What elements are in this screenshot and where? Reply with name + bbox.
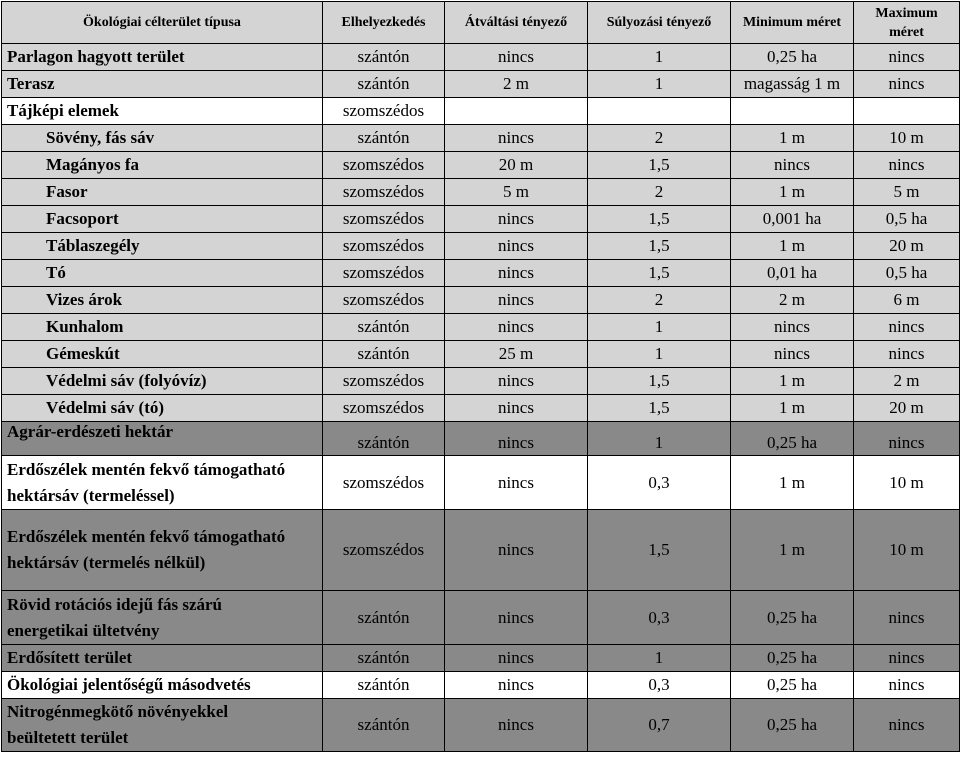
row-min: 1 m: [731, 368, 854, 395]
row-weighting: 0,3: [588, 591, 731, 645]
header-min-size: Minimum méret: [731, 2, 854, 44]
row-weighting: 1,5: [588, 233, 731, 260]
row-max: 2 m: [854, 368, 960, 395]
row-max: [854, 98, 960, 125]
row-min: 0,25 ha: [731, 672, 854, 699]
table-row: [2, 591, 960, 645]
row-location: szomszédos: [323, 98, 445, 125]
table-row: [2, 152, 960, 179]
row-weighting: 1: [588, 341, 731, 368]
row-conversion: [445, 98, 588, 125]
row-location: szántón: [323, 672, 445, 699]
table-row: [2, 44, 960, 71]
row-weighting: 1: [588, 645, 731, 672]
row-conversion: nincs: [445, 591, 588, 645]
table-row: [2, 125, 960, 152]
row-max: nincs: [854, 44, 960, 71]
row-location: szomszédos: [323, 395, 445, 422]
row-weighting: 2: [588, 125, 731, 152]
row-location: szántón: [323, 699, 445, 752]
table-row: [2, 71, 960, 98]
row-max: nincs: [854, 591, 960, 645]
header-row: [2, 2, 960, 44]
table-row: [2, 699, 960, 752]
table-row: [2, 260, 960, 287]
row-max: 0,5 ha: [854, 260, 960, 287]
row-min: 1 m: [731, 395, 854, 422]
row-location: szomszédos: [323, 510, 445, 591]
row-weighting: 1: [588, 44, 731, 71]
row-min: [731, 98, 854, 125]
row-weighting: 1,5: [588, 152, 731, 179]
row-max: nincs: [854, 422, 960, 456]
row-min: 0,25 ha: [731, 645, 854, 672]
row-conversion: nincs: [445, 456, 588, 510]
table-row: [2, 510, 960, 591]
header-location: Elhelyezkedés: [323, 2, 445, 44]
row-min: 0,25 ha: [731, 591, 854, 645]
row-weighting: 1,5: [588, 395, 731, 422]
table-row: [2, 395, 960, 422]
row-max: nincs: [854, 699, 960, 752]
row-name: Fasor: [2, 179, 323, 206]
row-location: szántón: [323, 44, 445, 71]
ecological-focus-area-table: [1, 1, 960, 752]
row-conversion: nincs: [445, 645, 588, 672]
row-weighting: 1,5: [588, 206, 731, 233]
row-conversion: nincs: [445, 260, 588, 287]
row-max: 5 m: [854, 179, 960, 206]
row-name: Táblaszegély: [2, 233, 323, 260]
row-conversion: 2 m: [445, 71, 588, 98]
row-min: nincs: [731, 314, 854, 341]
row-name: Nitrogénmegkötő növényekkel beültetett terület: [2, 699, 323, 752]
table-row: [2, 422, 960, 456]
row-name: Ökológiai jelentőségű másodvetés: [2, 672, 323, 699]
row-min: 1 m: [731, 510, 854, 591]
row-location: szomszédos: [323, 287, 445, 314]
row-location: szomszédos: [323, 368, 445, 395]
row-min: magasság 1 m: [731, 71, 854, 98]
table-row: [2, 645, 960, 672]
row-conversion: nincs: [445, 125, 588, 152]
row-location: szántón: [323, 341, 445, 368]
table-row: [2, 287, 960, 314]
row-max: nincs: [854, 341, 960, 368]
row-conversion: nincs: [445, 233, 588, 260]
row-name: Erdőszélek mentén fekvő támogatható hektársáv (termeléssel): [2, 456, 323, 510]
table-row: [2, 233, 960, 260]
row-min: 1 m: [731, 233, 854, 260]
table-row: [2, 368, 960, 395]
header-type: Ökológiai célterület típusa: [2, 2, 323, 44]
row-conversion: nincs: [445, 699, 588, 752]
row-max: 20 m: [854, 233, 960, 260]
row-min: 0,001 ha: [731, 206, 854, 233]
row-weighting: 0,3: [588, 672, 731, 699]
row-weighting: 1,5: [588, 368, 731, 395]
row-location: szántón: [323, 422, 445, 456]
table-row: [2, 672, 960, 699]
row-conversion: 5 m: [445, 179, 588, 206]
row-max: nincs: [854, 71, 960, 98]
row-weighting: 1,5: [588, 260, 731, 287]
row-max: nincs: [854, 672, 960, 699]
row-weighting: 1: [588, 422, 731, 456]
row-location: szántón: [323, 591, 445, 645]
row-name: Erdősített terület: [2, 645, 323, 672]
row-conversion: nincs: [445, 206, 588, 233]
row-conversion: nincs: [445, 422, 588, 456]
row-max: 0,5 ha: [854, 206, 960, 233]
row-weighting: 2: [588, 179, 731, 206]
row-weighting: 0,3: [588, 456, 731, 510]
row-name: Terasz: [2, 71, 323, 98]
row-weighting: 2: [588, 287, 731, 314]
row-max: nincs: [854, 152, 960, 179]
row-name: Magányos fa: [2, 152, 323, 179]
row-min: nincs: [731, 341, 854, 368]
row-weighting: 1: [588, 71, 731, 98]
row-location: szántón: [323, 314, 445, 341]
row-location: szomszédos: [323, 152, 445, 179]
row-conversion: 20 m: [445, 152, 588, 179]
row-max: nincs: [854, 314, 960, 341]
row-conversion: nincs: [445, 368, 588, 395]
row-weighting: 1: [588, 314, 731, 341]
row-name: Kunhalom: [2, 314, 323, 341]
row-location: szomszédos: [323, 233, 445, 260]
row-min: 1 m: [731, 179, 854, 206]
row-conversion: 25 m: [445, 341, 588, 368]
row-name: Védelmi sáv (tó): [2, 395, 323, 422]
row-max: nincs: [854, 645, 960, 672]
row-weighting: 1,5: [588, 510, 731, 591]
row-location: szomszédos: [323, 206, 445, 233]
row-conversion: nincs: [445, 314, 588, 341]
row-name: Facsoport: [2, 206, 323, 233]
row-location: szomszédos: [323, 456, 445, 510]
table-row: [2, 456, 960, 510]
row-max: 10 m: [854, 125, 960, 152]
row-min: 0,01 ha: [731, 260, 854, 287]
table-row: [2, 179, 960, 206]
row-name: Védelmi sáv (folyóvíz): [2, 368, 323, 395]
header-max-size: Maximum méret: [854, 2, 960, 44]
table-row: [2, 341, 960, 368]
table-row: [2, 98, 960, 125]
header-weighting: Súlyozási tényező: [588, 2, 731, 44]
row-location: szántón: [323, 125, 445, 152]
row-name: Erdőszélek mentén fekvő támogatható hektársáv (termelés nélkül): [2, 510, 323, 591]
row-min: nincs: [731, 152, 854, 179]
row-conversion: nincs: [445, 395, 588, 422]
row-name: Gémeskút: [2, 341, 323, 368]
row-name: Rövid rotációs idejű fás szárú energetikai ültetvény: [2, 591, 323, 645]
row-name: Parlagon hagyott terület: [2, 44, 323, 71]
row-location: szomszédos: [323, 260, 445, 287]
row-weighting: [588, 98, 731, 125]
row-conversion: nincs: [445, 510, 588, 591]
row-max: 10 m: [854, 456, 960, 510]
row-max: 10 m: [854, 510, 960, 591]
row-location: szántón: [323, 71, 445, 98]
row-name: Vizes árok: [2, 287, 323, 314]
header-conversion: Átváltási tényező: [445, 2, 588, 44]
row-conversion: nincs: [445, 672, 588, 699]
row-name: Sövény, fás sáv: [2, 125, 323, 152]
row-min: 2 m: [731, 287, 854, 314]
row-max: 6 m: [854, 287, 960, 314]
row-location: szomszédos: [323, 179, 445, 206]
row-weighting: 0,7: [588, 699, 731, 752]
row-name: Tó: [2, 260, 323, 287]
row-conversion: nincs: [445, 44, 588, 71]
row-min: 0,25 ha: [731, 422, 854, 456]
row-name: Agrár-erdészeti hektár: [2, 422, 323, 456]
row-min: 1 m: [731, 456, 854, 510]
row-name: Tájképi elemek: [2, 98, 323, 125]
row-min: 0,25 ha: [731, 699, 854, 752]
row-min: 0,25 ha: [731, 44, 854, 71]
row-location: szántón: [323, 645, 445, 672]
row-max: 20 m: [854, 395, 960, 422]
row-conversion: nincs: [445, 287, 588, 314]
row-min: 1 m: [731, 125, 854, 152]
table-row: [2, 314, 960, 341]
table-row: [2, 206, 960, 233]
